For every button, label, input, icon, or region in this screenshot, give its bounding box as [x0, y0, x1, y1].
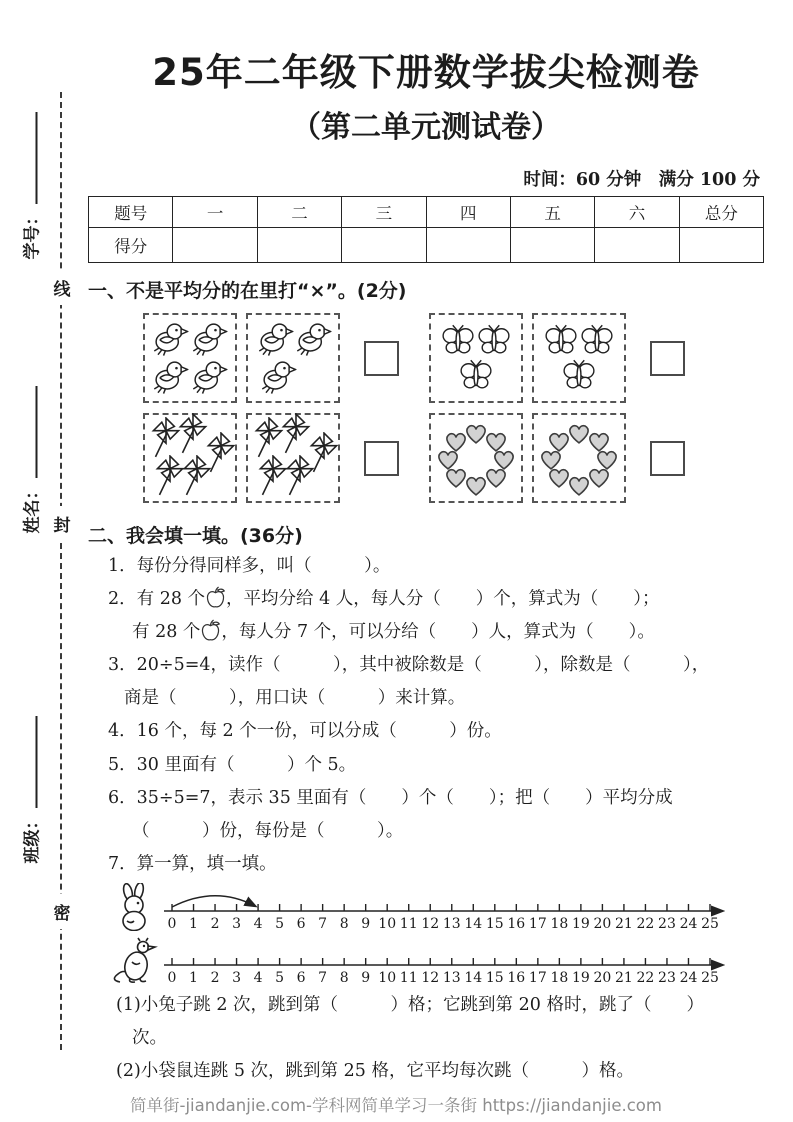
tick-label: 23: [658, 969, 676, 986]
tick-label: 15: [485, 969, 504, 986]
tick-label: 21: [615, 969, 633, 986]
site-watermark: 简单街-jiandanjie.com-学科网简单学习一条街 https://jiandanjie.com: [130, 1096, 662, 1116]
seal-char-mi: 密: [51, 894, 73, 929]
tick-label: 6: [296, 915, 306, 932]
test-paper: [88, 0, 764, 1116]
butterfly-icon: [562, 359, 597, 394]
apple-icon: [200, 619, 221, 642]
score-cell: [342, 228, 426, 263]
score-table-header-cell: 四: [426, 197, 510, 228]
tick-label: 13: [442, 969, 461, 986]
tick-label: 20: [593, 915, 612, 932]
tick-label: 25: [701, 915, 719, 932]
seal-char-feng: 封: [51, 506, 73, 541]
figure-row: [143, 413, 764, 503]
tick-label: 5: [275, 969, 285, 986]
question-7: 7．算一算，填一填。: [108, 853, 277, 874]
tick-label: 7: [318, 969, 328, 986]
question-7-1-line1: (1)小兔子跳 2 次，跳到第（ ）格；它跳到第 20 格时，跳了（ ）: [116, 994, 704, 1015]
question-6-line1: 6．35÷5=7，表示 35 里面有（ ）个（ ）；把（ ）平均分成: [108, 787, 673, 808]
tick-label: 22: [636, 915, 655, 932]
heart-icon: [546, 427, 573, 454]
tick-label: 3: [232, 915, 242, 932]
tick-label: 18: [550, 969, 569, 986]
dashed-group-box: [246, 413, 340, 503]
question-7-1-line2: 次。: [132, 1028, 167, 1049]
tick-label: 7: [318, 915, 328, 932]
section2-title: 二、我会填一填。(36分): [88, 525, 303, 547]
bird-icon: [257, 320, 294, 357]
seal-margin: [0, 0, 84, 1122]
tick-label: 19: [571, 915, 590, 932]
score-row-label: 得分: [89, 228, 173, 263]
score-table-header-cell: 三: [342, 197, 426, 228]
jump-arc: [172, 896, 255, 907]
figure-row: [143, 313, 764, 403]
number-line-row: [112, 935, 764, 987]
bird-icon: [152, 320, 189, 357]
seal-char-line: 线: [51, 270, 73, 305]
tick-label: 1: [189, 915, 198, 932]
tick-label: 12: [421, 969, 440, 986]
dashed-group-box: [143, 413, 237, 503]
paper-subtitle: （第二单元测试卷）: [291, 110, 561, 145]
student-name-blank: [20, 387, 37, 479]
tick-label: 16: [507, 969, 526, 986]
score-table-header-cell: 五: [510, 197, 594, 228]
dashed-group-box: [143, 313, 237, 403]
class-blank: [20, 717, 37, 809]
tick-label: 9: [361, 915, 371, 932]
tick-label: 20: [593, 969, 612, 986]
tick-label: 18: [550, 915, 569, 932]
answer-box: [650, 341, 685, 376]
number-line: [162, 935, 728, 987]
pinwheel-icon: [176, 455, 218, 497]
question-4: 4．16 个，每 2 个一份，可以分成（ ）份。: [108, 721, 502, 742]
number-line-row: [112, 881, 764, 933]
butterfly-icon: [544, 323, 579, 358]
number-lines-area: [88, 881, 764, 987]
score-table-header-cell: 六: [595, 197, 679, 228]
question-2b: [88, 617, 764, 647]
paper-title: 25年二年级下册数学拔尖检测卷: [152, 51, 700, 94]
pinwheel-icon: [279, 455, 321, 497]
dashed-group-box: [429, 413, 523, 503]
question-2b-post: ，每人分 7 个，可以分给（ ）人，算式为（ ）。: [221, 622, 655, 643]
tick-label: 2: [210, 969, 220, 986]
tick-label: 15: [485, 915, 504, 932]
butterfly-icon: [459, 359, 494, 394]
question-3-line2: 商是（ ），用口诀（ ）来计算。: [124, 688, 466, 709]
tick-label: 17: [528, 969, 547, 986]
dashed-group-box: [532, 413, 626, 503]
dashed-group-box: [429, 313, 523, 403]
question-6-line2: （ ）份，每份是（ ）。: [132, 820, 404, 841]
score-table: [88, 196, 764, 263]
tick-label: 19: [571, 969, 590, 986]
answer-box: [650, 441, 685, 476]
dashed-group-box: [532, 313, 626, 403]
section1-figure-area: [88, 313, 764, 503]
heart-icon: [443, 427, 470, 454]
score-cell: [679, 228, 763, 263]
bird-icon: [190, 320, 227, 357]
rabbit-icon: [112, 883, 158, 931]
answer-box: [364, 441, 399, 476]
score-table-header-cell: 一: [173, 197, 257, 228]
apple-icon: [205, 586, 226, 609]
question-2b-pre: 有 28 个: [132, 622, 201, 643]
score-cell: [173, 228, 257, 263]
bird-icon: [294, 320, 331, 357]
tick-label: 0: [167, 915, 177, 932]
tick-label: 6: [296, 969, 306, 986]
tick-label: 9: [361, 969, 371, 986]
dashed-group-box: [246, 313, 340, 403]
kangaroo-icon: [112, 937, 158, 985]
student-id-field: [18, 91, 43, 281]
question-2a-pre: 2．有 28 个: [108, 589, 206, 610]
class-field: [18, 695, 43, 885]
score-cell: [257, 228, 341, 263]
question-2a-post: ，平均分给 4 人，每人分（ ）个，算式为（ ）；: [226, 589, 660, 610]
student-id-label: 学号：: [22, 208, 43, 260]
score-cell: [426, 228, 510, 263]
tick-label: 22: [636, 969, 655, 986]
tick-label: 10: [378, 915, 397, 932]
question-1: 1．每份分得同样多，叫（ ）。: [108, 556, 391, 576]
butterfly-icon: [477, 323, 512, 358]
tick-label: 11: [399, 969, 418, 986]
student-name-field: [18, 365, 43, 555]
tick-label: 4: [253, 969, 263, 986]
tick-label: 0: [167, 969, 177, 986]
question-5: 5．30 里面有（ ）个 5。: [108, 754, 357, 775]
tick-label: 14: [464, 915, 483, 932]
score-cell: [595, 228, 679, 263]
tick-label: 17: [528, 915, 547, 932]
tick-label: 1: [189, 969, 198, 986]
class-label: 班级：: [22, 812, 43, 864]
tick-label: 23: [658, 915, 676, 932]
question-7-2: (2)小袋鼠连跳 5 次，跳到第 25 格，它平均每次跳（ ）格。: [116, 1061, 634, 1082]
tick-label: 14: [464, 969, 483, 986]
score-table-header-cell: 总分: [679, 197, 763, 228]
score-table-header-cell: 二: [257, 197, 341, 228]
student-id-blank: [20, 113, 37, 205]
tick-label: 10: [378, 969, 397, 986]
tick-label: 25: [701, 969, 719, 986]
butterfly-icon: [580, 323, 615, 358]
student-name-label: 姓名：: [22, 482, 43, 534]
bird-icon: [190, 358, 227, 395]
bird-icon: [259, 358, 296, 395]
tick-label: 13: [442, 915, 461, 932]
score-table-header-cell: 题号: [89, 197, 173, 228]
tick-label: 2: [210, 915, 220, 932]
tick-label: 8: [339, 915, 349, 932]
tick-label: 24: [679, 969, 698, 986]
bird-icon: [152, 358, 189, 395]
tick-label: 3: [232, 969, 242, 986]
score-cell: [510, 228, 594, 263]
section1-title: 一、不是平均分的在里打“×”。(2分): [88, 280, 407, 302]
question-3-line1: 3．20÷5=4，读作（ ），其中被除数是（ ），除数是（ ），: [108, 655, 710, 676]
tick-label: 24: [679, 915, 698, 932]
butterfly-icon: [441, 323, 476, 358]
tick-label: 16: [507, 915, 526, 932]
answer-box: [364, 341, 399, 376]
number-line: [162, 881, 728, 933]
tick-label: 8: [339, 969, 349, 986]
tick-label: 21: [615, 915, 633, 932]
tick-label: 5: [275, 915, 285, 932]
question-2a: [88, 584, 764, 614]
time-score-info: 时间：60 分钟 满分 100 分: [523, 170, 760, 190]
tick-label: 11: [399, 915, 418, 932]
tick-label: 4: [253, 915, 263, 932]
tick-label: 12: [421, 915, 440, 932]
